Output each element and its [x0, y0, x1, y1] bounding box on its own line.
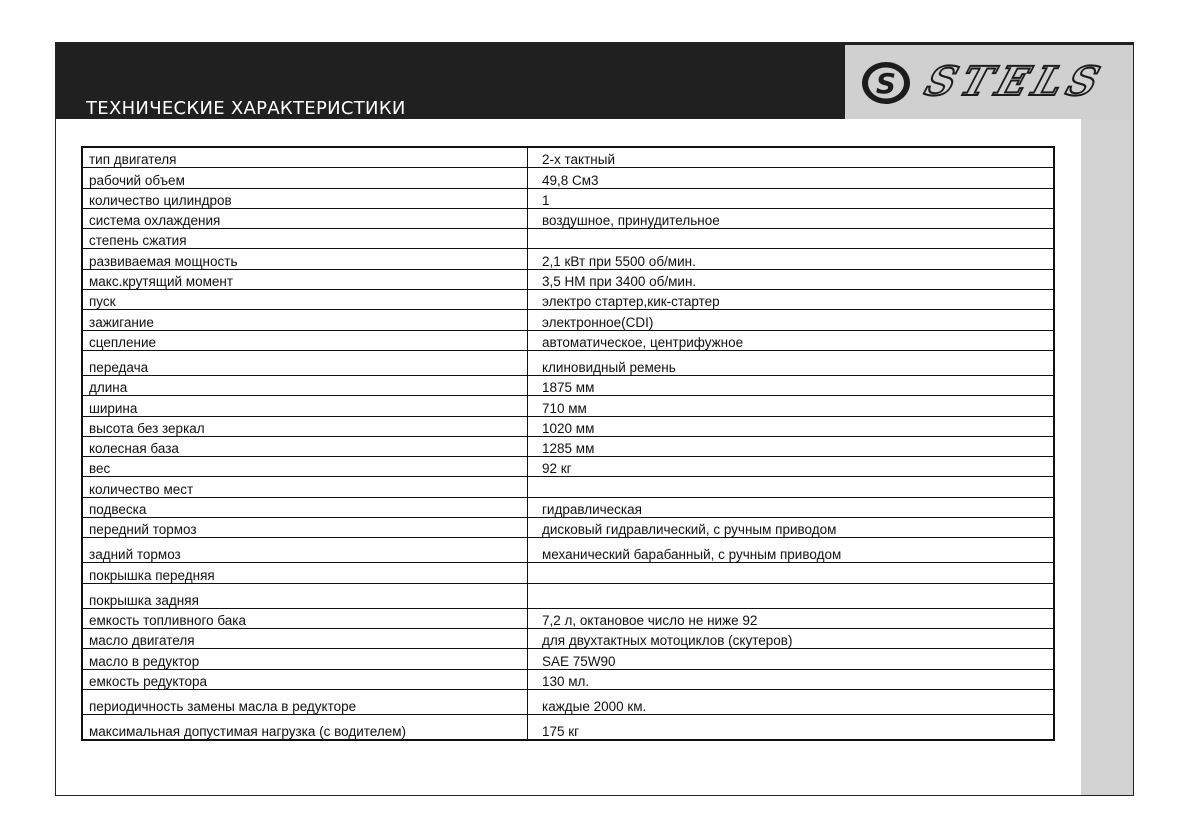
table-row [82, 147, 1054, 168]
spec-value: 175 кг [528, 714, 1055, 740]
table-row [82, 249, 1054, 269]
spec-value: 1 [528, 188, 1055, 208]
spec-value: SAE 75W90 [528, 649, 1055, 669]
table-row [82, 628, 1054, 648]
spec-param: тип двигателя [82, 147, 528, 168]
table-row [82, 168, 1054, 188]
table-row [82, 350, 1054, 375]
spec-param: покрышка передняя [82, 563, 528, 583]
spec-param: ширина [82, 396, 528, 416]
spec-param: передний тормоз [82, 518, 528, 538]
spec-value: автоматическое, центрифужное [528, 330, 1055, 350]
spec-value: гидравлическая [528, 497, 1055, 517]
spec-param: количество цилиндров [82, 188, 528, 208]
page-title: ТЕХНИЧЕСКИЕ ХАРАКТЕРИСТИКИ [86, 98, 406, 119]
spec-param: пуск [82, 290, 528, 310]
table-row [82, 689, 1054, 714]
spec-param: передача [82, 350, 528, 375]
side-strip [1081, 119, 1133, 795]
spec-param: максимальная допустимая нагрузка (с водителем) [82, 714, 528, 740]
spec-param: степень сжатия [82, 229, 528, 249]
table-row [82, 229, 1054, 249]
spec-value: 2-х тактный [528, 147, 1055, 168]
spec-table-body [82, 147, 1054, 740]
spec-value [528, 229, 1055, 249]
spec-value: 7,2 л, октановое число не ниже 92 [528, 608, 1055, 628]
spec-value [528, 477, 1055, 497]
spec-value: 3,5 НМ при 3400 об/мин. [528, 269, 1055, 289]
table-row [82, 518, 1054, 538]
table-row [82, 208, 1054, 228]
spec-value: 1020 мм [528, 416, 1055, 436]
spec-value: 92 кг [528, 457, 1055, 477]
table-row [82, 538, 1054, 563]
spec-param: вес [82, 457, 528, 477]
spec-param: емкость редуктора [82, 669, 528, 689]
spec-param: емкость топливного бака [82, 608, 528, 628]
table-row [82, 188, 1054, 208]
table-row [82, 477, 1054, 497]
table-row [82, 396, 1054, 416]
stels-logo-graphic [845, 45, 1133, 119]
spec-value: дисковый гидравлический, с ручным приводом [528, 518, 1055, 538]
spec-value: 1285 мм [528, 436, 1055, 456]
spec-value: клиновидный ремень [528, 350, 1055, 375]
table-row [82, 714, 1054, 740]
table-row [82, 608, 1054, 628]
spec-param: задний тормоз [82, 538, 528, 563]
spec-sheet-page [55, 42, 1134, 796]
spec-param: покрышка задняя [82, 583, 528, 608]
spec-param: система охлаждения [82, 208, 528, 228]
spec-value: воздушное, принудительное [528, 208, 1055, 228]
spec-value: 49,8 См3 [528, 168, 1055, 188]
logo-letter: S [875, 67, 897, 100]
table-row [82, 563, 1054, 583]
spec-value: 710 мм [528, 396, 1055, 416]
table-row [82, 583, 1054, 608]
spec-value: электронное(CDI) [528, 310, 1055, 330]
spec-param: подвеска [82, 497, 528, 517]
spec-value: каждые 2000 км. [528, 689, 1055, 714]
spec-value: механический барабанный, с ручным приводом [528, 538, 1055, 563]
spec-value [528, 583, 1055, 608]
spec-param: периодичность замены масла в редукторе [82, 689, 528, 714]
spec-param: развиваемая мощность [82, 249, 528, 269]
stels-logo [845, 45, 1133, 119]
table-row [82, 375, 1054, 395]
spec-param: длина [82, 375, 528, 395]
table-row [82, 497, 1054, 517]
spec-value: 1875 мм [528, 375, 1055, 395]
table-row [82, 290, 1054, 310]
spec-value: электро стартер,кик-стартер [528, 290, 1055, 310]
spec-table [81, 146, 1055, 741]
spec-value: 2,1 кВт при 5500 об/мин. [528, 249, 1055, 269]
spec-param: колесная база [82, 436, 528, 456]
table-row [82, 436, 1054, 456]
logo-wordmark: STELS [919, 56, 1112, 105]
table-row [82, 310, 1054, 330]
spec-param: рабочий объем [82, 168, 528, 188]
spec-param: макс.крутящий момент [82, 269, 528, 289]
table-row [82, 269, 1054, 289]
spec-value: 130 мл. [528, 669, 1055, 689]
table-row [82, 457, 1054, 477]
spec-value [528, 563, 1055, 583]
table-row [82, 649, 1054, 669]
table-row [82, 669, 1054, 689]
table-row [82, 330, 1054, 350]
spec-param: высота без зеркал [82, 416, 528, 436]
spec-param: масло двигателя [82, 628, 528, 648]
spec-param: сцепление [82, 330, 528, 350]
spec-param: масло в редуктор [82, 649, 528, 669]
spec-param: зажигание [82, 310, 528, 330]
spec-value: для двухтактных мотоциклов (скутеров) [528, 628, 1055, 648]
spec-param: количество мест [82, 477, 528, 497]
table-row [82, 416, 1054, 436]
